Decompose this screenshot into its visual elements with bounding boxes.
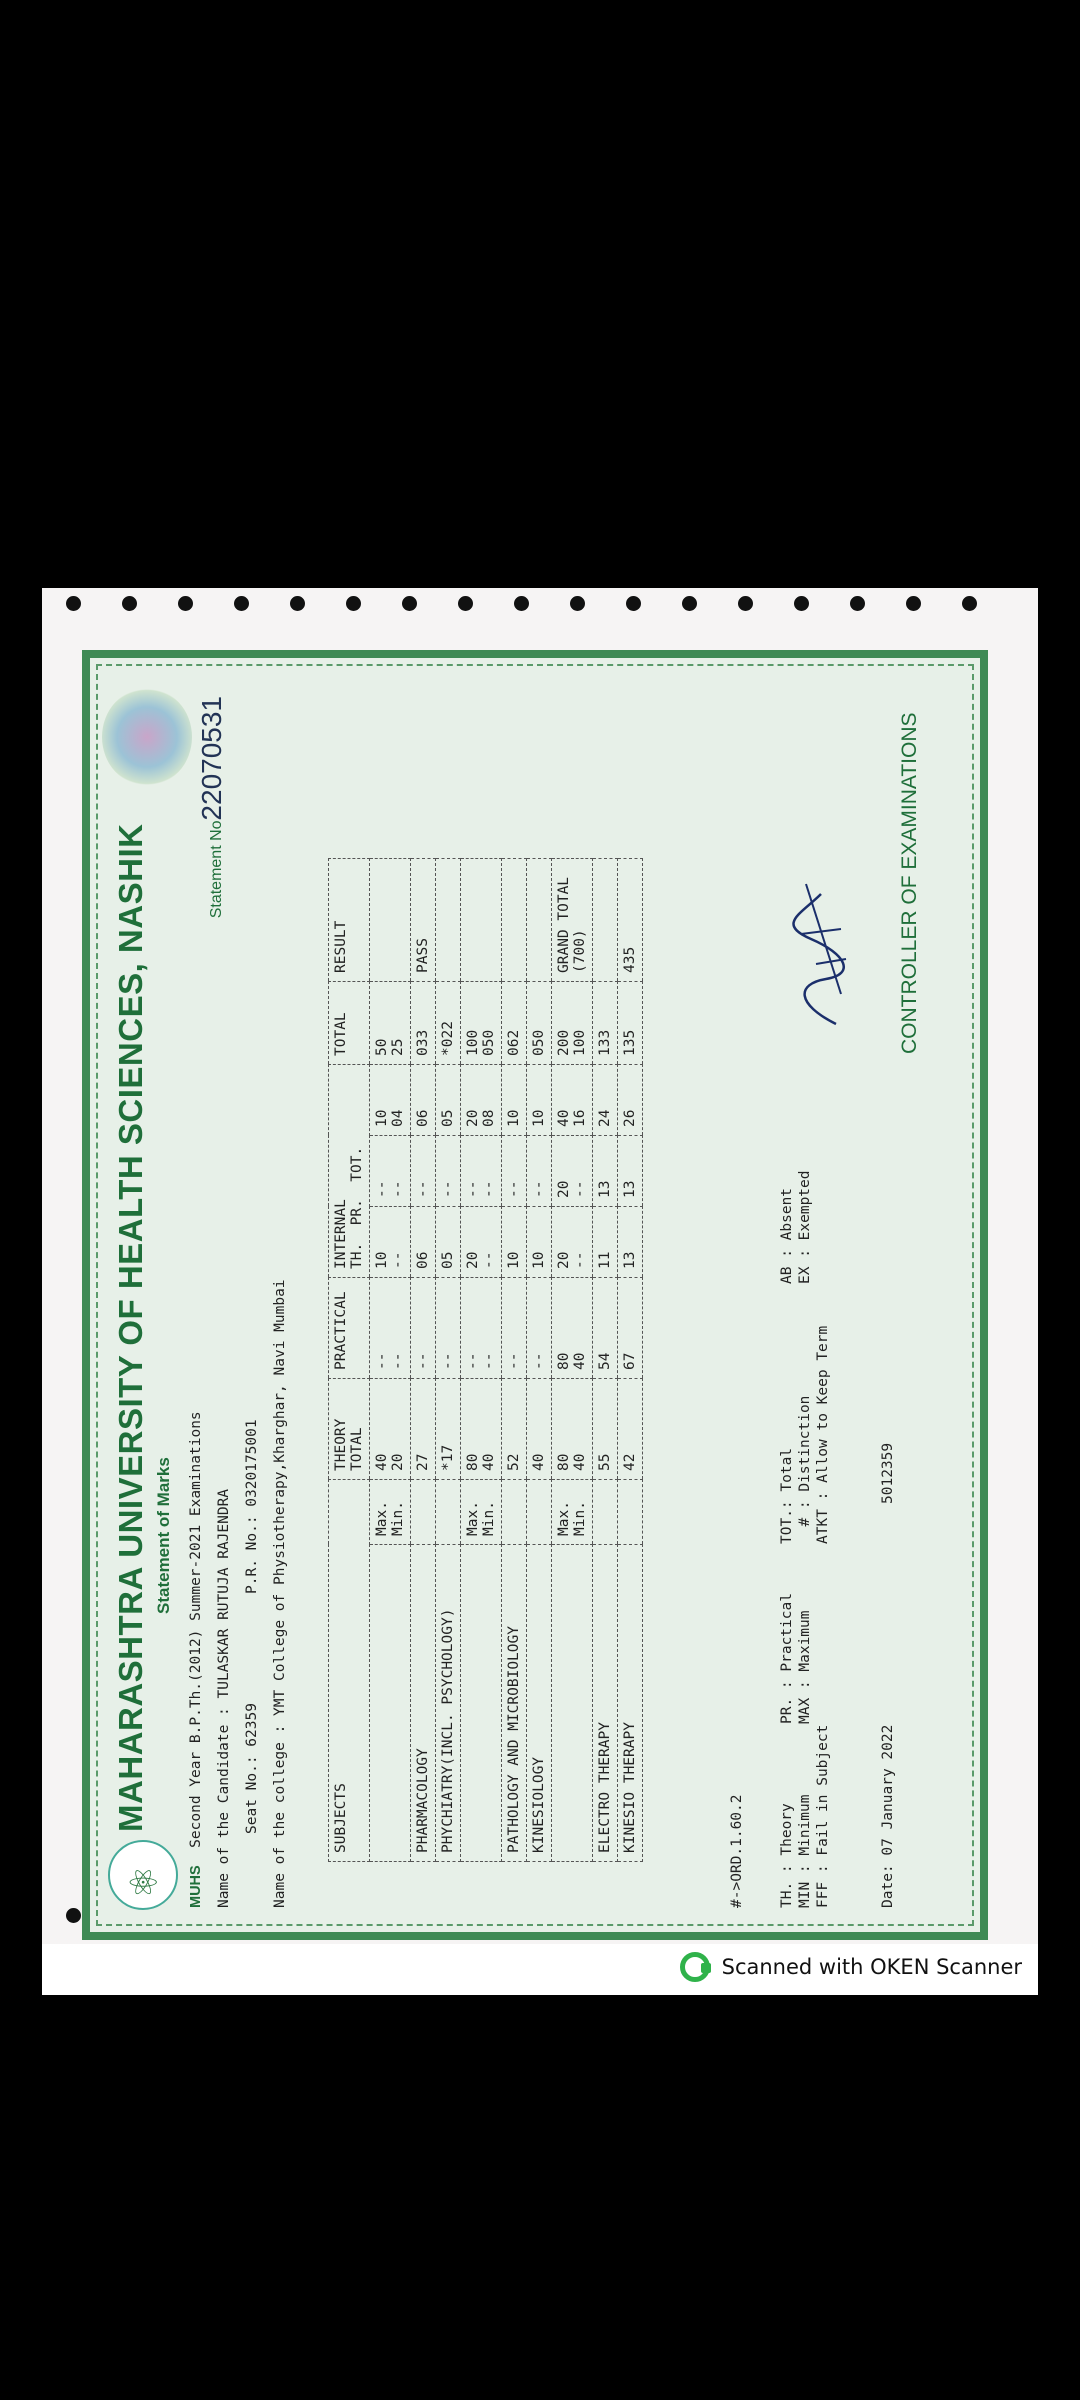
cell-total: 50 25 [370,982,411,1065]
cell-total: *022 [436,982,461,1065]
issue-date: Date: 07 January 2022 [880,1724,896,1908]
table-row [527,859,552,1862]
cell-int-th: 10 [527,1207,552,1278]
cell-max-min [593,1480,618,1545]
controller-title: CONTROLLER OF EXAMINATIONS [898,712,921,1054]
cell-int-tot: 20 08 [461,1065,502,1136]
feed-hole [122,596,137,611]
document-title: Statement of Marks [154,1457,173,1614]
table-row [593,859,618,1862]
exam-line [188,1411,204,1908]
muhs-abbr: MUHS [188,1865,204,1908]
table-row [552,859,593,1862]
cell-practical: -- [436,1278,461,1379]
candidate-name: Name of the Candidate : TULASKAR RUTUJA RAJENDRA [216,1488,232,1908]
table-row [502,859,527,1862]
legend-col-1: TH. : Theory MIN : Minimum FFF : Fail in Subject [779,1724,831,1908]
cell-int-tot: 05 [436,1065,461,1136]
university-name: MAHARASHTRA UNIVERSITY OF HEALTH SCIENCES, NASHIK [112,823,149,1832]
feed-hole [66,596,81,611]
ordinance-note: #->ORD.1.60.2 [729,1794,745,1908]
table-row [370,859,411,1862]
cell-max-min: Max. Min. [552,1480,593,1545]
table-row [436,859,461,1862]
feed-hole [178,596,193,611]
cell-subject: PATHOLOGY AND MICROBIOLOGY [502,1545,527,1862]
col-header-internal [329,1065,370,1278]
feed-hole [290,596,305,611]
feed-hole [346,596,361,611]
feed-hole [682,596,697,611]
cell-theory: 55 [593,1379,618,1480]
cell-int-pr: -- [436,1136,461,1207]
college-name: Name of the college : YMT College of Physiotherapy,Kharghar, Navi Mumbai [272,1279,288,1908]
cell-max-min: Max. Min. [370,1480,411,1545]
cell-int-tot: 24 [593,1065,618,1136]
cell-total: 133 [593,982,618,1065]
cell-int-pr: -- [411,1136,436,1207]
cell-subject [370,1545,411,1862]
oken-logo-icon [680,1952,710,1982]
scanner-watermark-bar [42,1944,1038,1995]
cell-theory: 40 20 [370,1379,411,1480]
cell-int-pr: -- [527,1136,552,1207]
cell-practical: 80 40 [552,1278,593,1379]
col-header-theory: THEORY TOTAL [329,1379,370,1480]
serial-number: 5012359 [880,1442,896,1504]
legend-col-2: PR. : Practical MAX : Maximum [779,1593,813,1724]
cell-total: 062 [502,982,527,1065]
scanner-watermark-text: Scanned with OKEN Scanner [721,1955,1022,1979]
cell-theory: 42 [618,1379,643,1480]
cell-int-th: 13 [618,1207,643,1278]
col-header-subjects: SUBJECTS [329,1480,370,1862]
cell-int-pr: 13 [593,1136,618,1207]
feed-hole [234,596,249,611]
seat-number: Seat No.: 62359 [244,1703,260,1834]
cell-practical: 67 [618,1278,643,1379]
cell-theory: 27 [411,1379,436,1480]
table-row [461,859,502,1862]
feed-hole [402,596,417,611]
cell-practical: -- -- [370,1278,411,1379]
cell-subject: KINESIOLOGY [527,1545,552,1862]
internal-sub-label: TH. PR. TOT. [349,1146,365,1269]
cell-int-pr: -- [502,1136,527,1207]
feed-hole [514,596,529,611]
marks-table [328,858,643,1862]
cell-theory: 52 [502,1379,527,1480]
cell-int-th: 06 [411,1207,436,1278]
cell-int-th: 05 [436,1207,461,1278]
cell-subject: ELECTRO THERAPY [593,1545,618,1862]
cell-result [527,859,552,982]
cell-int-pr: -- -- [461,1136,502,1207]
cell-result: PASS [411,859,436,982]
cell-int-th: 10 -- [370,1207,411,1278]
statement-of-marks [82,650,988,1940]
hologram-seal-icon [102,688,192,786]
cell-total: 200 100 [552,982,593,1065]
cell-practical: 54 [593,1278,618,1379]
feed-hole [850,596,865,611]
cell-result: 435 [618,859,643,982]
feed-hole [794,596,809,611]
feed-hole [66,1908,81,1923]
cell-practical: -- [502,1278,527,1379]
cell-int-th: 11 [593,1207,618,1278]
continuous-paper [42,588,1038,1944]
statement-number: 22070531 [196,696,227,821]
cell-int-th: 10 [502,1207,527,1278]
pr-number: P.R. No.: 0320175001 [244,1419,260,1594]
internal-label: INTERNAL [333,1199,349,1269]
cell-theory: 40 [527,1379,552,1480]
cell-int-tot: 26 [618,1065,643,1136]
cell-int-pr: 13 [618,1136,643,1207]
cell-total: 033 [411,982,436,1065]
cell-max-min [527,1480,552,1545]
feed-hole [962,596,977,611]
cell-theory: *17 [436,1379,461,1480]
cell-theory: 80 40 [461,1379,502,1480]
feed-hole [458,596,473,611]
cell-practical: -- [527,1278,552,1379]
cell-total: 100 050 [461,982,502,1065]
cell-theory: 80 40 [552,1379,593,1480]
cell-int-tot: 10 [502,1065,527,1136]
cell-result [436,859,461,982]
cell-int-pr: 20 -- [552,1136,593,1207]
feed-hole [626,596,641,611]
cell-max-min [618,1480,643,1545]
cell-result: GRAND TOTAL (700) [552,859,593,982]
cell-result [593,859,618,982]
col-header-result: RESULT [329,859,370,982]
cell-result [502,859,527,982]
cell-max-min [502,1480,527,1545]
cell-subject [552,1545,593,1862]
col-header-total: TOTAL [329,982,370,1065]
cell-int-th: 20 -- [552,1207,593,1278]
cell-subject [461,1545,502,1862]
cell-int-tot: 10 04 [370,1065,411,1136]
table-header-row [329,859,370,1862]
cell-subject: PHYCHIATRY(INCL. PSYCHOLOGY) [436,1545,461,1862]
feed-hole [570,596,585,611]
feed-hole [906,596,921,611]
exam-name: Second Year B.P.Th.(2012) Summer-2021 Examinations [188,1411,204,1848]
cell-result [370,859,411,982]
cell-max-min [436,1480,461,1545]
cell-practical: -- [411,1278,436,1379]
muhs-logo-icon [108,1840,178,1910]
cell-subject: PHARMACOLOGY [411,1545,436,1862]
cell-int-tot: 40 16 [552,1065,593,1136]
statement-no-label: Statement No. [208,816,225,919]
cell-max-min: Max. Min. [461,1480,502,1545]
cell-max-min [411,1480,436,1545]
cell-int-tot: 10 [527,1065,552,1136]
cell-total: 050 [527,982,552,1065]
cell-int-pr: -- -- [370,1136,411,1207]
feed-hole [738,596,753,611]
table-row [618,859,643,1862]
scanned-page [42,588,1038,1995]
table-row [411,859,436,1862]
legend-col-3: TOT.: Total # : Distinction ATKT : Allow to Keep Term [779,1325,831,1544]
cell-total: 135 [618,982,643,1065]
cell-subject: KINESIO THERAPY [618,1545,643,1862]
cell-int-th: 20 -- [461,1207,502,1278]
cell-result [461,859,502,982]
col-header-practical: PRACTICAL [329,1278,370,1379]
controller-signature-icon [786,874,856,1034]
cell-int-tot: 06 [411,1065,436,1136]
cell-practical: -- -- [461,1278,502,1379]
legend-col-4: AB : Absent EX : Exempted [779,1170,813,1284]
